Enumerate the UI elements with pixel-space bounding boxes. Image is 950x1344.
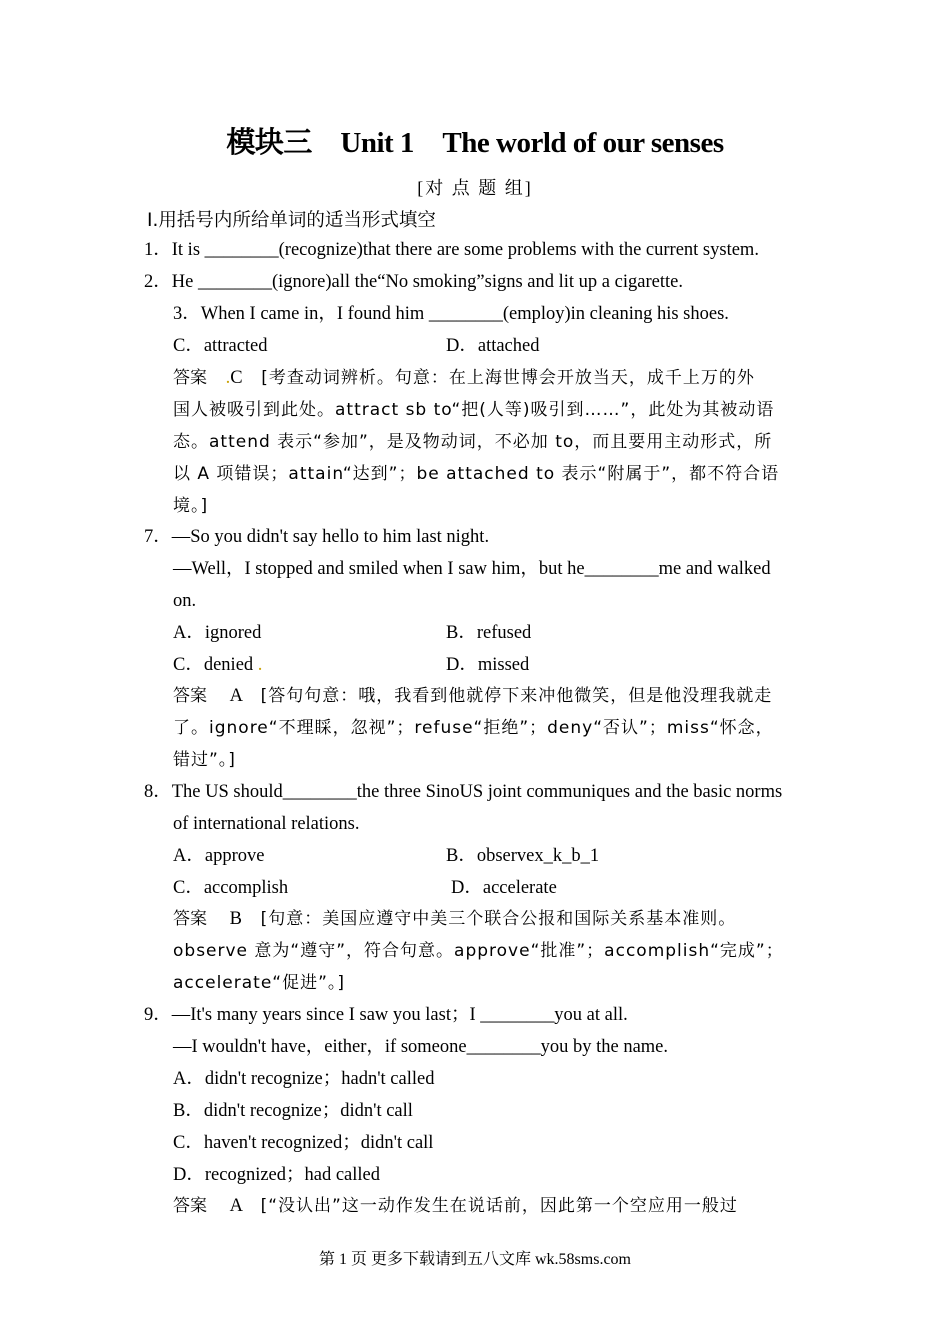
option-b: B．observex_k_b_1 [446, 846, 600, 866]
explanation-text: [句意：美国应遵守中美三个联合公报和国际关系基本准则。 [260, 909, 737, 929]
option-a: A．ignored [173, 623, 262, 643]
option-b: B．refused [446, 623, 532, 643]
explanation-text: [考查动词辨析。句意：在上海世博会开放当天，成千上万的外 [261, 368, 755, 388]
answer-label: 答案 [173, 909, 207, 929]
option-c: C．accomplish [173, 878, 289, 898]
option-d: D．missed [446, 655, 530, 675]
answer-label: 答案 [173, 686, 207, 706]
question-2: 2．He ________(ignore)all the“No smoking”signs and lit up a cigarette. [144, 272, 683, 292]
section-heading: Ⅰ.用括号内所给单词的适当形式填空 [147, 210, 436, 231]
option-a: A．approve [173, 846, 265, 866]
explanation-text: 境。] [173, 496, 209, 516]
exercise-group-heading: [对 点 题 组] [417, 178, 533, 198]
explanation-text: [“没认出”这一动作发生在说话前，因此第一个空应用一般过 [260, 1196, 738, 1216]
explanation-text: observe 意为“遵守”，符合句意。approve“批准”；accomplish“完成”； [173, 941, 784, 961]
option-d: D．accelerate [451, 878, 557, 898]
question-8: 8．The US should________the three SinoUS joint communiques and the basic norms [144, 782, 783, 802]
answer-letter: C [230, 368, 243, 388]
option-d: D．recognized；had called [173, 1165, 381, 1185]
answer-letter: A [229, 1196, 242, 1216]
explanation-text: 了。ignore“不理睬，忽视”；refuse“拒绝”；deny“否认”；miss“怀念， [173, 718, 774, 738]
option-a: A．didn't recognize；hadn't called [173, 1069, 435, 1089]
option-c: C．attracted [173, 336, 268, 356]
explanation-text: 态。attend 表示“参加”，是及物动词，不必加 to，而且要用主动形式，所 [173, 432, 773, 452]
page-footer: 第 1 页 更多下载请到五八文库 wk.58sms.com [318, 1251, 631, 1268]
answer-label: 答案 [173, 368, 207, 388]
question-text: on. [173, 591, 197, 611]
explanation-text: accelerate“促进”。] [173, 973, 346, 993]
explanation-text: [答句句意：哦，我看到他就停下来冲他微笑，但是他没理我就走 [260, 686, 773, 706]
question-3: 3．When I came in，I found him ________(employ)in cleaning his shoes. [173, 304, 729, 324]
question-text: of international relations. [173, 814, 360, 834]
answer-line [173, 1194, 738, 1218]
explanation-text: 错过”。] [173, 750, 236, 770]
explanation-text: 国人被吸引到此处。attract sb to“把(人等)吸引到……”，此处为其被动语 [173, 400, 775, 420]
answer-line [173, 907, 736, 931]
question-text: —I wouldn't have，either，if someone________you by the name. [173, 1037, 669, 1057]
option-c: C．haven't recognized；didn't call [173, 1133, 434, 1153]
option-c: C．denied . [173, 655, 263, 675]
answer-line: 答案 .C [考查动词辨析。句意：在上海世博会开放当天，成千上万的外 [173, 368, 755, 388]
answer-letter: B [229, 909, 242, 929]
page-title: 模块三 Unit 1 The world of our senses [226, 127, 724, 159]
question-1: 1．It is ________(recognize)that there are some problems with the current system. [144, 240, 759, 260]
question-7: 7．—So you didn't say hello to him last night. [144, 527, 490, 547]
question-text: —Well，I stopped and smiled when I saw him，but he________me and walked [173, 559, 771, 579]
answer-label: 答案 [173, 1196, 207, 1216]
explanation-text: 以 A 项错误；attain“达到”；be attached to 表示“附属于”，都不符合语 [173, 464, 780, 484]
question-9: 9．—It's many years since I saw you last；I ________you at all. [144, 1005, 628, 1025]
answer-line [173, 684, 772, 708]
answer-letter: A [229, 686, 242, 706]
option-b: B．didn't recognize；didn't call [173, 1101, 413, 1121]
option-d: D．attached [446, 336, 540, 356]
